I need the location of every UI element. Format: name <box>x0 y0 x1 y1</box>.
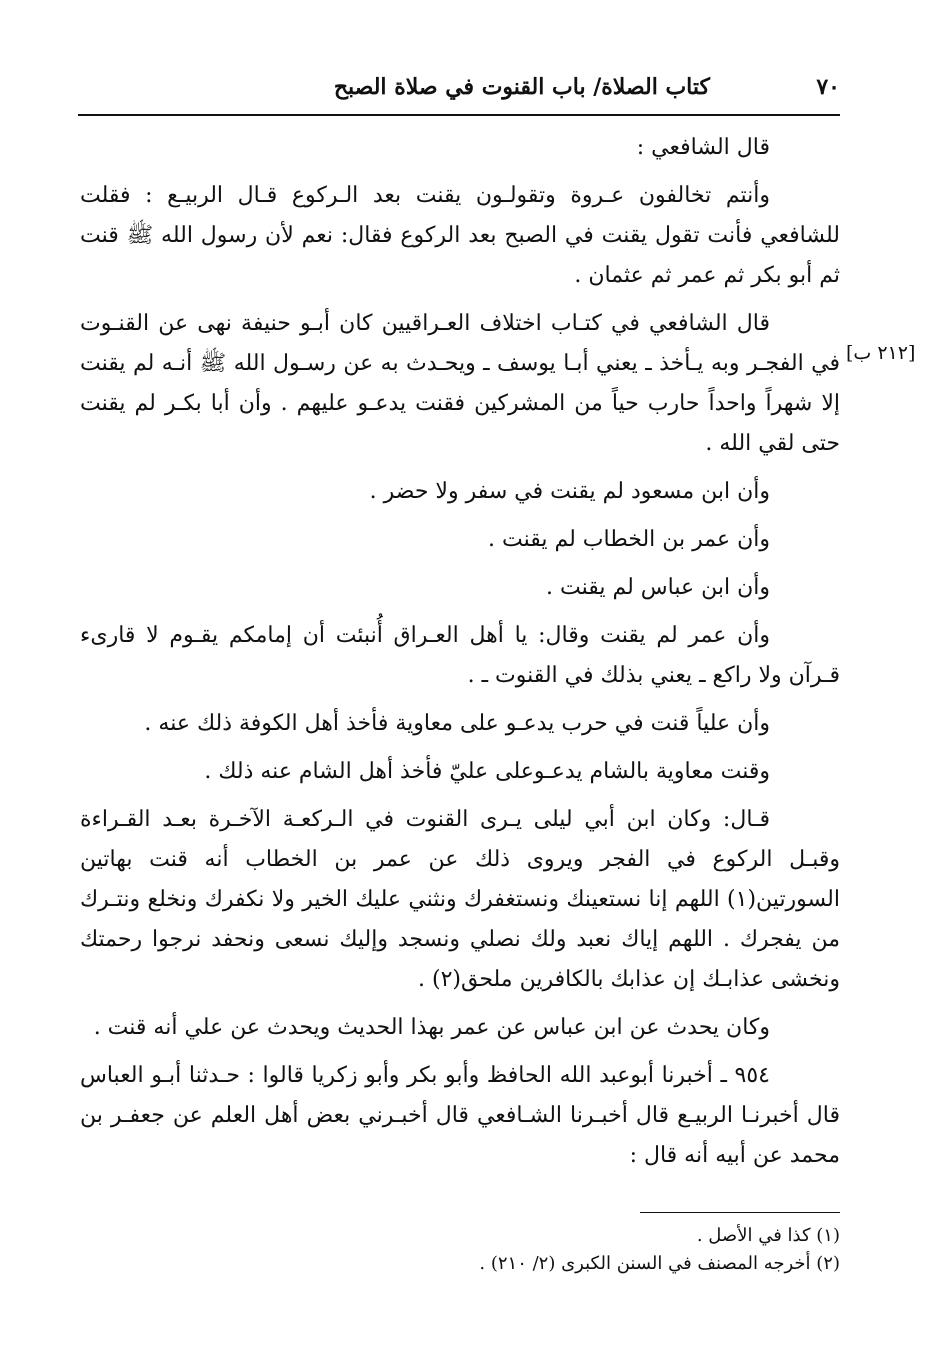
paragraph-6: وأن ابن عباس لم يقنت . <box>546 575 770 600</box>
manuscript-folio-marker: [٢١٢ ب] <box>846 342 916 364</box>
paragraph-5: وأن عمر بن الخطاب لم يقنت . <box>487 527 770 552</box>
footnotes <box>80 1222 840 1278</box>
running-title: كتاب الصلاة/ باب القنوت في صلاة الصبح <box>333 74 710 100</box>
header-divider <box>78 114 840 116</box>
paragraph-4: وأن ابن مسعود لم يقنت في سفر ولا حضر . <box>369 479 770 504</box>
footnote-1: (١) كذا في الأصل . <box>696 1225 840 1246</box>
paragraph-3: قال الشافعي في كتـاب اختلاف العـراقيين كان أبـو حنيفة نهى عن القنـوت في الفجـر وبه يـأخذ ـ يعني أبـا يوسف ـ ويحـدث به عن رسـول الله ﷺ أنـه لم يقنت إلا شهراً واحداً حارب حياً من المشركين فقنت يدعـو عليهم . وأن أبا بكـر لم يقنت حتى لقي الله . <box>80 311 840 456</box>
paragraph-10: قـال: وكان ابن أبي ليلى يـرى القنوت في الـركعـة الآخـرة بعـد القـراءة وقبـل الركوع في الفجر ويروى ذلك عن عمر بن الخطاب أنه قنت بهاتين السورتين(١) اللهم إنا نستعينك ونستغفرك ونثني عليك الخير ولا نكفرك ونخلع ونتـرك من يفجرك . اللهم إياك نعبد ولك نصلي ونسجد وإليك نسعى ونحفد نرجوا رحمتك ونخشى عذابـك إن عذابك بالكافرين ملحق(٢) . <box>80 807 840 992</box>
paragraph-11: وكان يحدث عن ابن عباس عن عمر بهذا الحديث ويحدث عن علي أنه قنت . <box>93 1015 770 1040</box>
main-text <box>80 128 840 1184</box>
paragraph-1: قال الشافعي : <box>636 135 770 160</box>
footnote-divider <box>640 1212 840 1213</box>
paragraph-7: وأن عمر لم يقنت وقال: يا أهل العـراق أُنبئت أن إمامكم يقـوم لا قارىء قـرآن ولا راكع ـ يعني بذلك في القنوت ـ . <box>80 623 840 688</box>
paragraph-12: ٩٥٤ ـ أخبرنا أبوعبد الله الحافظ وأبو بكر وأبو زكريا قالوا : حـدثنا أبـو العباس قال أخبرنـا الربيـع قال أخبـرنا الشـافعي قال أخبـرني بعض أهل العلم عن جعفـر بن محمد عن أبيه أنه قال : <box>80 1063 840 1168</box>
page-header <box>78 68 840 108</box>
paragraph-9: وقنت معاوية بالشام يدعـوعلى عليّ فأخذ أهل الشام عنه ذلك . <box>204 759 770 784</box>
paragraph-8: وأن علياً قنت في حرب يدعـو على معاوية فأخذ أهل الكوفة ذلك عنه . <box>144 711 770 736</box>
footnote-2: (٢) أخرجه المصنف في السنن الكبرى (٢/ ٢١٠) . <box>479 1253 840 1274</box>
page-number: ٧٠ <box>816 74 840 100</box>
paragraph-2: وأنتم تخالفون عـروة وتقولـون يقنت بعد الـركوع قـال الربيـع : فقلت للشافعي فأنت تقول يقنت في الصبح بعد الركوع فقال: نعم لأن رسول الله ﷺ قنت ثم أبو بكر ثم عمر ثم عثمان . <box>80 183 840 288</box>
